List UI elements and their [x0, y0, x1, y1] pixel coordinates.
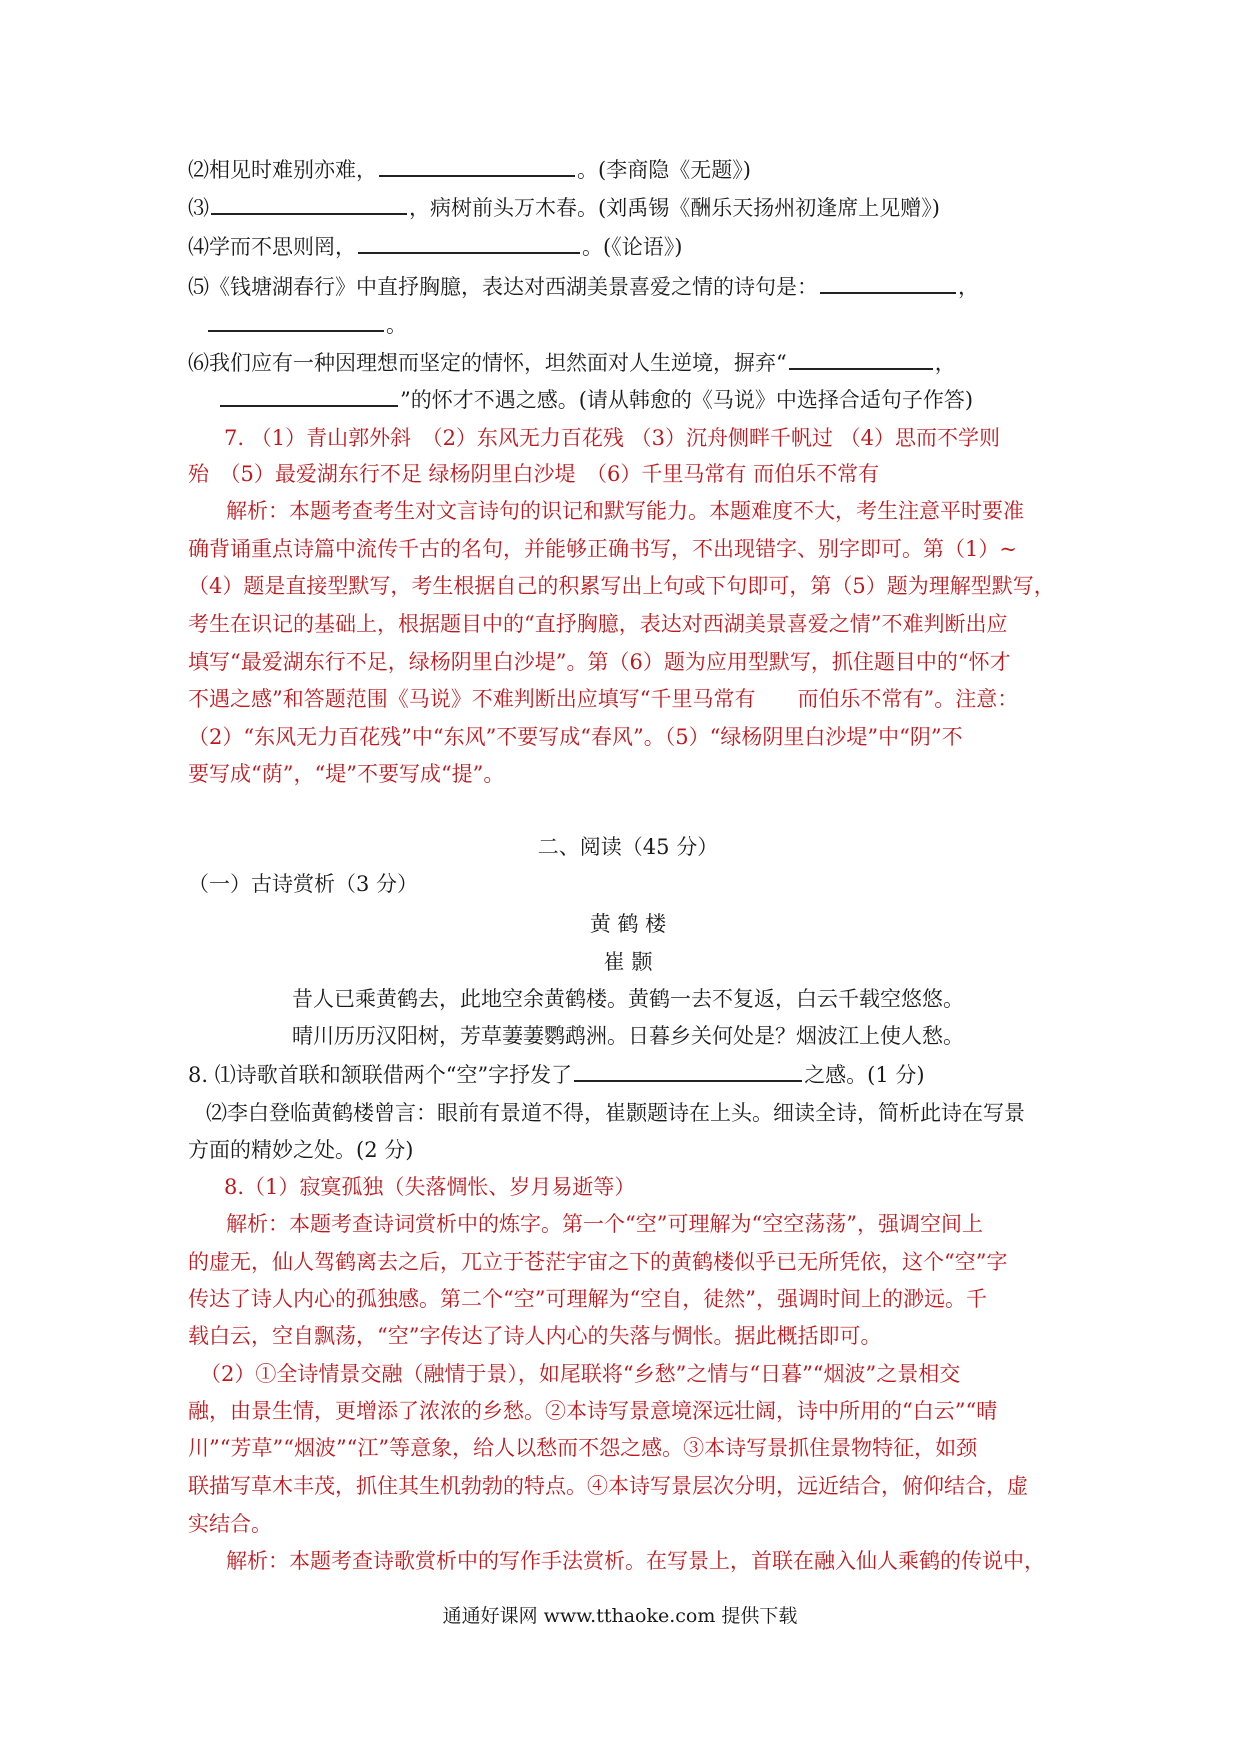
- q6-line-5: ⑸《钱塘湖春行》中直抒胸臆，表达对西湖美景喜爱之情的诗句是： ，: [188, 272, 1068, 301]
- q6-line-4: ⑷学而不思则罔， 。(《论语》): [188, 232, 1068, 261]
- answer8-explain-4: 载白云，空自飘荡，“空”字传达了诗人内心的失落与惆怅。据此概括即可。: [188, 1324, 882, 1348]
- answer7-line-1: 7. （1）青山郭外斜 （2）东风无力百花残 （3）沉舟侧畔千帆过 （4）思而不学则: [224, 426, 1001, 450]
- q8-line-2: ⑵李白登临黄鹤楼曾言：眼前有景道不得，崔颢题诗在上头。细读全诗，简析此诗在写景: [206, 1101, 1025, 1125]
- poem-line-2: 晴川历历汉阳树，芳草萋萋鹦鹉洲。日暮乡关何处是？烟波江上使人愁。: [292, 1024, 964, 1048]
- answer8-part2-3: 川”“芳草”“烟波”“江”等意象，给人以愁而不怨之感。③本诗写景抓住景物特征，如颈: [188, 1436, 978, 1460]
- answer8-explain-3: 传达了诗人内心的孤独感。第二个“空”可理解为“空自，徒然”，强调时间上的渺远。千: [188, 1287, 987, 1311]
- poem-line-1: 昔人已乘黄鹤去，此地空余黄鹤楼。黄鹤一去不复返，白云千载空悠悠。: [292, 987, 964, 1011]
- answer-blank[interactable]: [220, 385, 398, 407]
- answer7-explain-6: 不遇之感”和答题范围《马说》不难判断出应填写“千里马常有 而伯乐不常有”。注意：: [188, 687, 1019, 711]
- answer7-explain-1: 解析：本题考查考生对文言诗句的识记和默写能力。本题难度不大，考生注意平时要准: [226, 499, 1024, 523]
- q8-line-1: 8. ⑴诗歌首联和颔联借两个“空”字抒发了 之感。(1 分): [188, 1060, 1068, 1089]
- answer7-explain-5: 填写“最爱湖东行不足，绿杨阴里白沙堤”。第（6）题为应用型默写，抓住题目中的“怀才: [188, 650, 1011, 674]
- answer-blank[interactable]: [208, 310, 384, 332]
- answer8-part1: 8.（1）寂寞孤独（失落惆怅、岁月易逝等）: [224, 1175, 636, 1199]
- subsection-heading: （一）古诗赏析（3 分）: [188, 872, 419, 896]
- answer7-explain-4: 考生在识记的基础上，根据题目中的“直抒胸臆，表达对西湖美景喜爱之情”不难判断出应: [188, 612, 1008, 636]
- q6-line-6: ⑹我们应有一种因理想而坚定的情怀，坦然面对人生逆境，摒弃“ ，: [188, 348, 1068, 377]
- answer-blank[interactable]: [789, 348, 933, 370]
- q6-line-3: ⑶ ，病树前头万木春。(刘禹锡《酬乐天扬州初逢席上见赠》): [188, 193, 1068, 222]
- answer-blank[interactable]: [379, 155, 575, 177]
- answer7-explain-3: （4）题是直接型默写，考生根据自己的积累写出上句或下句即可，第（5）题为理解型默写，: [188, 574, 1055, 598]
- q6-line-5-cont: 。: [206, 310, 1086, 339]
- answer-blank[interactable]: [211, 193, 407, 215]
- answer8-explain-1: 解析：本题考查诗词赏析中的炼字。第一个“空”可理解为“空空荡荡”，强调空间上: [226, 1212, 983, 1236]
- answer7-explain-7: （2）“东风无力百花残”中“东风”不要写成“春风”。（5）“绿杨阴里白沙堤”中“阴”不: [188, 725, 963, 749]
- answer8-part2-1: （2）①全诗情景交融（融情于景），如尾联将“乡愁”之情与“日暮”“烟波”之景相交: [200, 1362, 961, 1386]
- answer7-explain-2: 确背诵重点诗篇中流传千古的名句，并能够正确书写，不出现错字、别字即可。第（1）~: [188, 537, 1017, 561]
- answer-blank[interactable]: [358, 232, 580, 254]
- answer-blank[interactable]: [820, 272, 956, 294]
- answer8-explain-final: 解析：本题考查诗歌赏析中的写作手法赏析。在写景上，首联在融入仙人乘鹤的传说中，: [226, 1549, 1045, 1573]
- q6-line-2: ⑵相见时难别亦难， 。(李商隐《无题》): [188, 155, 1068, 184]
- poem-title: 黄 鹤 楼: [589, 912, 667, 936]
- q6-line-6-cont: ”的怀才不遇之感。(请从韩愈的《马说》中选择合适句子作答): [218, 385, 1098, 414]
- answer8-part2-4: 联描写草木丰茂，抓住其生机勃勃的特点。④本诗写景层次分明，远近结合，俯仰结合，虚: [188, 1474, 1028, 1498]
- answer7-explain-8: 要写成“荫”，“堤”不要写成“提”。: [188, 762, 505, 786]
- section-heading: 二、阅读（45 分）: [537, 835, 719, 859]
- q8-line-3: 方面的精妙之处。(2 分): [188, 1138, 414, 1162]
- answer-blank[interactable]: [574, 1060, 802, 1082]
- answer8-part2-5: 实结合。: [188, 1512, 272, 1536]
- page-footer: 通通好课网 www.tthaoke.com 提供下载: [442, 1605, 798, 1627]
- answer7-line-2: 殆 （5）最爱湖东行不足 绿杨阴里白沙堤 （6）千里马常有 而伯乐不常有: [188, 462, 880, 486]
- poem-author: 崔 颢: [603, 950, 653, 974]
- answer8-explain-2: 的虚无，仙人驾鹤离去之后，兀立于苍茫宇宙之下的黄鹤楼似乎已无所凭依，这个“空”字: [188, 1250, 1008, 1274]
- answer8-part2-2: 融，由景生情，更增添了浓浓的乡愁。②本诗写景意境深远壮阔，诗中所用的“白云”“晴: [188, 1399, 998, 1423]
